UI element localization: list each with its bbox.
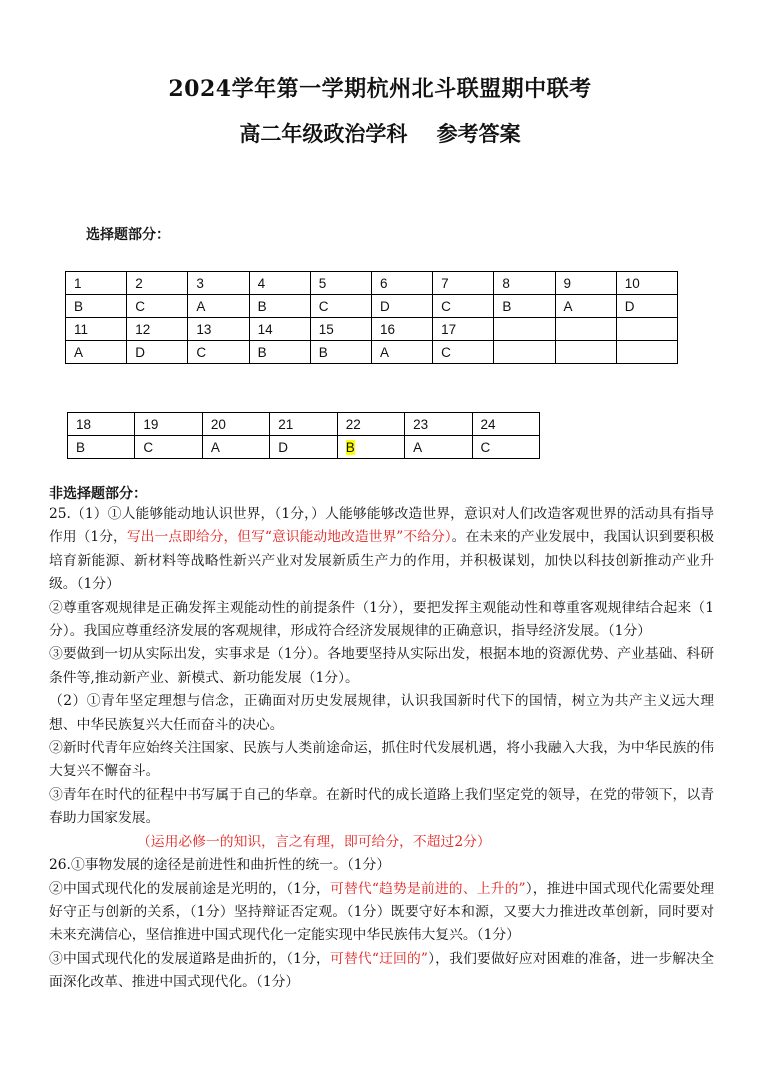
- table-cell: 7: [433, 272, 494, 295]
- table-row: [68, 413, 540, 436]
- table-cell: C: [188, 341, 249, 364]
- table-cell: [337, 436, 404, 459]
- table-cell: C: [127, 295, 188, 318]
- table-cell: 17: [433, 318, 494, 341]
- table-cell: 16: [371, 318, 432, 341]
- table-cell: 18: [68, 413, 135, 436]
- grading-note: 写出一点即给分，但写“意识能动地改造世界”不给分）: [126, 529, 452, 546]
- table-cell: B: [249, 341, 310, 364]
- table-cell: [494, 318, 555, 341]
- choice-section-heading: 选择题部分：: [86, 227, 170, 243]
- table-cell: 6: [371, 272, 432, 295]
- answer-text: ），我们要做好应对困难的准备，进一步解决全面深化改革、推进中国式现代化。（1分）: [49, 950, 714, 991]
- table-cell: 12: [127, 318, 188, 341]
- table-cell: C: [433, 341, 494, 364]
- answer-table-1: [65, 271, 678, 364]
- table-cell: 21: [270, 413, 337, 436]
- table-cell: 14: [249, 318, 310, 341]
- table-cell: 23: [405, 413, 472, 436]
- exam-subtitle: 高二年级政治学科 参考答案: [239, 121, 521, 146]
- table-cell: C: [135, 436, 202, 459]
- table-cell: 19: [135, 413, 202, 436]
- table-cell: 15: [310, 318, 371, 341]
- grading-note: 可替代“趋势是前进的、上升的”: [330, 880, 526, 897]
- table-cell: B: [249, 295, 310, 318]
- table-cell: B: [68, 436, 135, 459]
- table-cell: 20: [202, 413, 269, 436]
- highlighted-answer: B: [345, 439, 355, 455]
- table-cell: A: [405, 436, 472, 459]
- grading-note: （运用必修一的知识，言之有理，即可给分，不超过2分）: [137, 833, 491, 850]
- table-cell: 10: [616, 272, 677, 295]
- grading-note: 可替代“迂回的”: [330, 950, 428, 967]
- table-cell: B: [310, 341, 371, 364]
- table-cell: 3: [188, 272, 249, 295]
- paragraph-25-2-2: ②新时代青年应始终关注国家、民族与人类前途命运，抓住时代发展机遇，将小我融入大我，为中华民族的伟大复兴不懈奋斗。: [49, 740, 714, 780]
- table-cell: 11: [66, 318, 127, 341]
- table-cell: C: [310, 295, 371, 318]
- table-cell: C: [472, 436, 539, 459]
- table-cell: [494, 341, 555, 364]
- answer-body: [49, 503, 714, 995]
- answer-text: ②中国式现代化的发展前途是光明的，（1分，: [49, 880, 331, 897]
- paragraph-25-1-2: ②尊重客观规律是正确发挥主观能动性的前提条件（1分），要把发挥主观能动性和尊重客观规律结合起来（1分）。我国应尊重经济发展的客观规律，形成符合经济发展规律的正确意识，指导经济发展。（1分）: [49, 599, 714, 640]
- paragraph-26-2: [49, 878, 714, 948]
- answer-table-2: [67, 412, 540, 459]
- table-cell: [555, 318, 616, 341]
- table-cell: A: [202, 436, 269, 459]
- exam-title: 2024学年第一学期杭州北斗联盟期中联考: [168, 76, 592, 102]
- table-cell: 1: [66, 272, 127, 295]
- table-cell: D: [127, 341, 188, 364]
- table-cell: 9: [555, 272, 616, 295]
- table-cell: A: [555, 295, 616, 318]
- table-cell: [616, 341, 677, 364]
- table-cell: 5: [310, 272, 371, 295]
- table-cell: B: [66, 295, 127, 318]
- paragraph-26-3: [49, 948, 714, 995]
- table-cell: 8: [494, 272, 555, 295]
- table-cell: D: [371, 295, 432, 318]
- table-cell: D: [270, 436, 337, 459]
- answer-text: 25.（1）①人能够能动地认识世界，（1分，）人能够能够改造世界，意识对人们改造客观世界的活动具有指导作用（1分，: [49, 506, 714, 546]
- table-cell: A: [66, 341, 127, 364]
- table-row: [66, 318, 678, 341]
- table-cell: [555, 341, 616, 364]
- paragraph-25-2-1: （2）①青年坚定理想与信念，正确面对历史发展规律，认识我国新时代下的国情，树立为共产主义远大理想、中华民族复兴大任而奋斗的决心。: [49, 693, 714, 733]
- nonchoice-section-heading: 非选择题部分：: [49, 486, 147, 502]
- table-cell: 13: [188, 318, 249, 341]
- table-cell: 2: [127, 272, 188, 295]
- paragraph-25-1-3: ③要做到一切从实际出发，实事求是（1分）。各地要坚持从实际出发，根据本地的资源优势、产业基础、科研条件等,推动新产业、新模式、新功能发展（1分）。: [49, 646, 714, 686]
- paragraph-25-1-1: [49, 503, 714, 597]
- paragraph-25-2-3: ③青年在时代的征程中书写属于自己的华章。在新时代的成长道路上我们坚定党的领导，在党的带领下，以青春助力国家发展。: [49, 786, 714, 827]
- table-cell: 4: [249, 272, 310, 295]
- table-row: [68, 436, 540, 459]
- table-cell: B: [494, 295, 555, 318]
- table-row: [66, 272, 678, 295]
- table-cell: 24: [472, 413, 539, 436]
- table-cell: D: [616, 295, 677, 318]
- paragraph-26-1: 26.①事物发展的途径是前进性和曲折性的统一。（1分）: [49, 857, 391, 874]
- table-cell: [616, 318, 677, 341]
- answer-text: 。在未来的产业发展中，我国认识到要积极培育新能源、新材料等战略性新兴产业对发展新质生产力的作用，并积极谋划，加快以科技创新推动产业升级。（1分）: [49, 529, 714, 593]
- table-cell: A: [371, 341, 432, 364]
- answer-text: ③中国式现代化的发展道路是曲折的，（1分，: [49, 950, 331, 967]
- table-row: [66, 341, 678, 364]
- table-cell: A: [188, 295, 249, 318]
- table-row: [66, 295, 678, 318]
- answer-text: ），推进中国式现代化需要处理好守正与创新的关系，（1分）坚持辩证否定观。（1分）既要守好本和源，又要大力推进改革创新，同时要对未来充满信心，坚信推进中国式现代化一定能实现中华民族伟大复兴。（1分）: [49, 880, 714, 944]
- table-cell: 22: [337, 413, 404, 436]
- table-cell: C: [433, 295, 494, 318]
